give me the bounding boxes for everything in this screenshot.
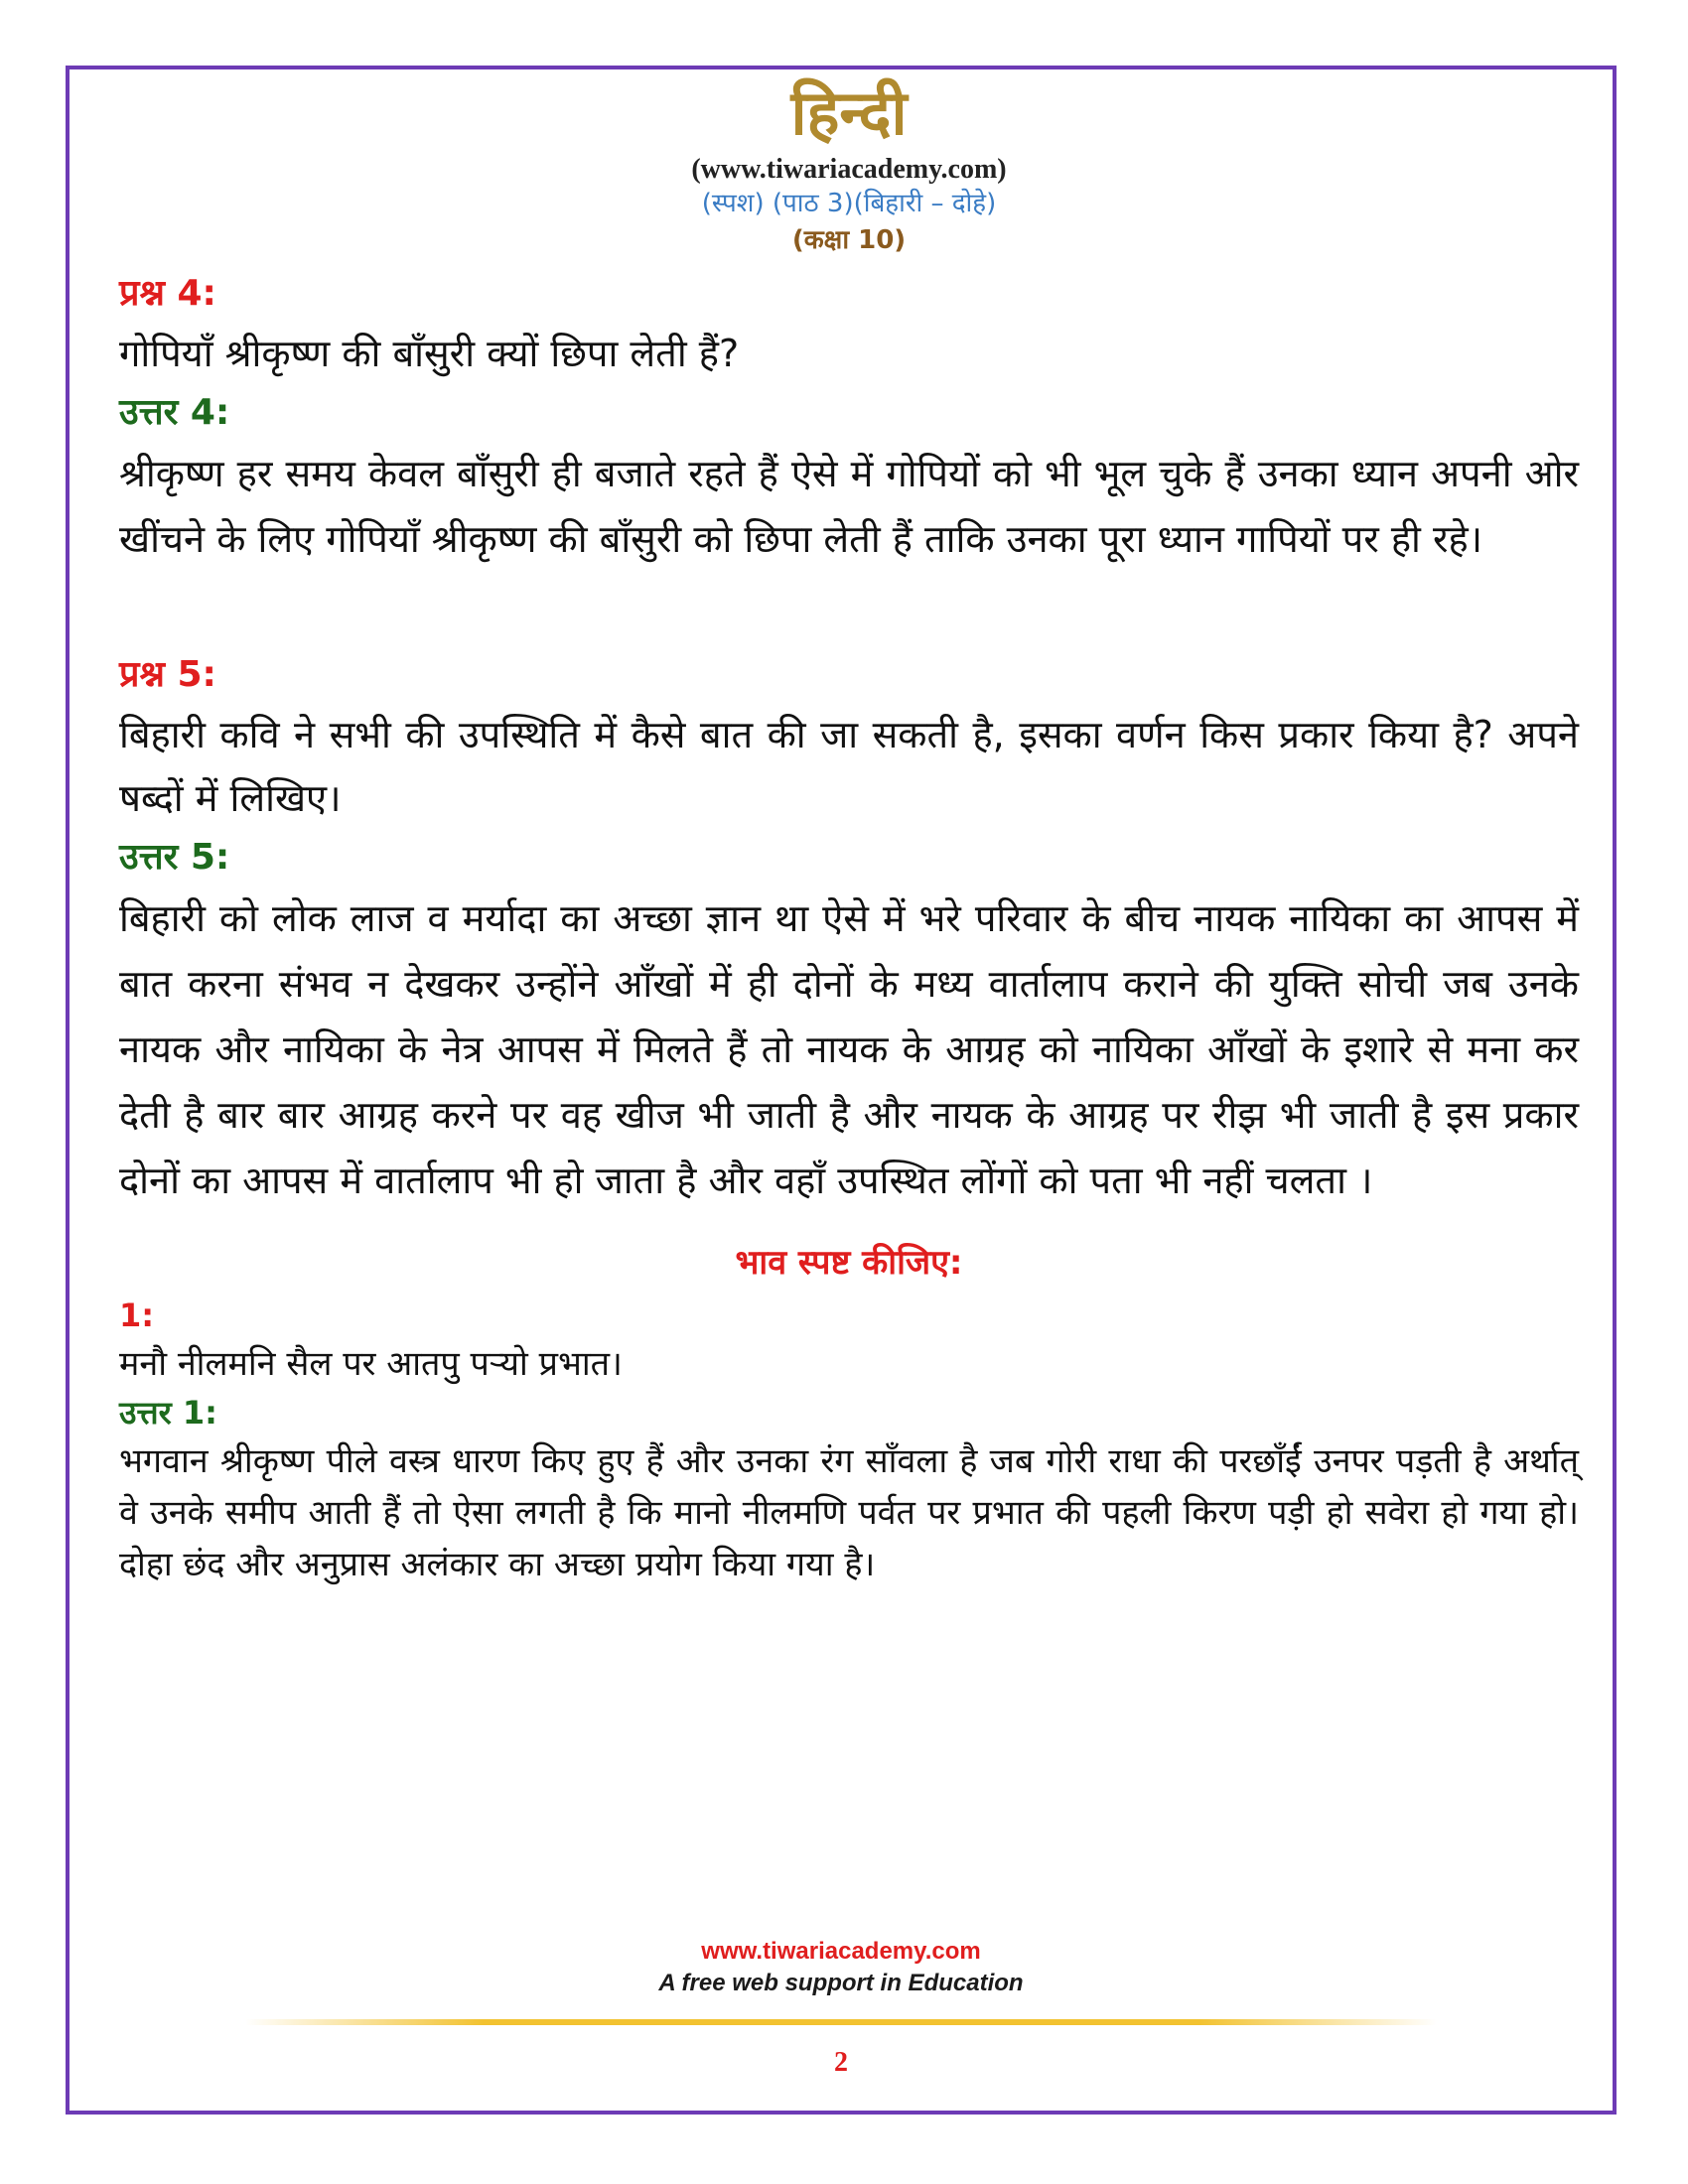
question-4-label: प्रश्न 4: bbox=[119, 273, 216, 314]
bhav-answer-1-text: भगवान श्रीकृष्ण पीले वस्त्र धारण किए हुए हैं और उनका रंग साँवला है जब गोरी राधा की परछाँईं उनपर पड़ती है अर्थात् वे उनके समीप आती हैं तो ऐसा लगती है कि मानो नीलमणि पर्वत पर प्रभात की पहली किरण पड़ी हो सवेरा हो गया हो। दोहा छंद और अनुप्रास अलंकार का अच्छा प्रयोग किया गया है। bbox=[119, 1441, 1579, 1584]
footer-url: www.tiwariacademy.com bbox=[701, 1938, 981, 1965]
page-footer bbox=[66, 1936, 1617, 2083]
page-content bbox=[119, 69, 1579, 1590]
header-site: (www.tiwariacademy.com) bbox=[691, 154, 1007, 185]
header-chapter: (स्पश) (पाठ 3)(बिहारी – दोहे) bbox=[701, 189, 997, 218]
question-5-text: बिहारी कवि ने सभी की उपस्थिति में कैसे बात की जा सकती है, इसका वर्णन किस प्रकार किया है? अपने षब्दों में लिखिए। bbox=[119, 713, 1579, 820]
page-number: 2 bbox=[834, 2047, 848, 2078]
spacer bbox=[119, 572, 1579, 641]
answer-4-label: उत्तर 4: bbox=[119, 392, 230, 433]
header-grade: (कक्षा 10) bbox=[791, 225, 907, 255]
question-4-block bbox=[119, 266, 1579, 572]
answer-5-label: उत्तर 5: bbox=[119, 837, 230, 878]
question-4-text: गोपियाँ श्रीकृष्ण की बाँसुरी क्यों छिपा लेती हैं? bbox=[119, 332, 740, 375]
bhav-item-1-text: मनौ नीलमनि सैल पर आतपु पर्‍यो प्रभात। bbox=[119, 1344, 623, 1384]
question-5-block bbox=[119, 647, 1579, 1213]
page-title: हिन्दी bbox=[790, 76, 908, 149]
footer-divider bbox=[245, 2019, 1437, 2025]
answer-5-text: बिहारी को लोक लाज व मर्यादा का अच्छा ज्ञान था ऐसे में भरे परिवार के बीच नायक नायिका का आपस में बात करना संभव न देखकर उन्होंने आँखों में ही दोनों के मध्य वार्तालाप कराने की युक्ति सोची जब उनके नायक और नायिका के नेत्र आपस में मिलते हैं तो नायक के आग्रह को नायिका आँखों के इशारे से मना कर देती है बार बार आग्रह करने पर वह खीज भी जाती है और नायक के आग्रह पर रीझ भी जाती है इस प्रकार दोनों का आपस में वार्तालाप भी हो जाता है और वहाँ उपस्थित लोंगों को पता भी नहीं चलता । bbox=[119, 896, 1579, 1202]
bhav-heading: भाव स्पष्ट कीजिए: bbox=[735, 1243, 963, 1283]
bhav-item-1-block bbox=[119, 1293, 1579, 1590]
footer-tagline: A free web support in Education bbox=[658, 1970, 1024, 1996]
bhav-item-1-label: 1: bbox=[119, 1297, 155, 1334]
question-5-label: प्रश्न 5: bbox=[119, 654, 216, 695]
bhav-answer-1-label: उत्तर 1: bbox=[119, 1394, 217, 1432]
answer-4-text: श्रीकृष्ण हर समय केवल बाँसुरी ही बजाते रहते हैं ऐसे में गोपियों को भी भूल चुके हैं उनका ध्यान अपनी ओर खींचने के लिए गोपियाँ श्रीकृष्ण की बाँसुरी को छिपा लेती हैं ताकि उनका पूरा ध्यान गापियों पर ही रहे। bbox=[119, 452, 1579, 561]
page-header bbox=[119, 73, 1579, 260]
